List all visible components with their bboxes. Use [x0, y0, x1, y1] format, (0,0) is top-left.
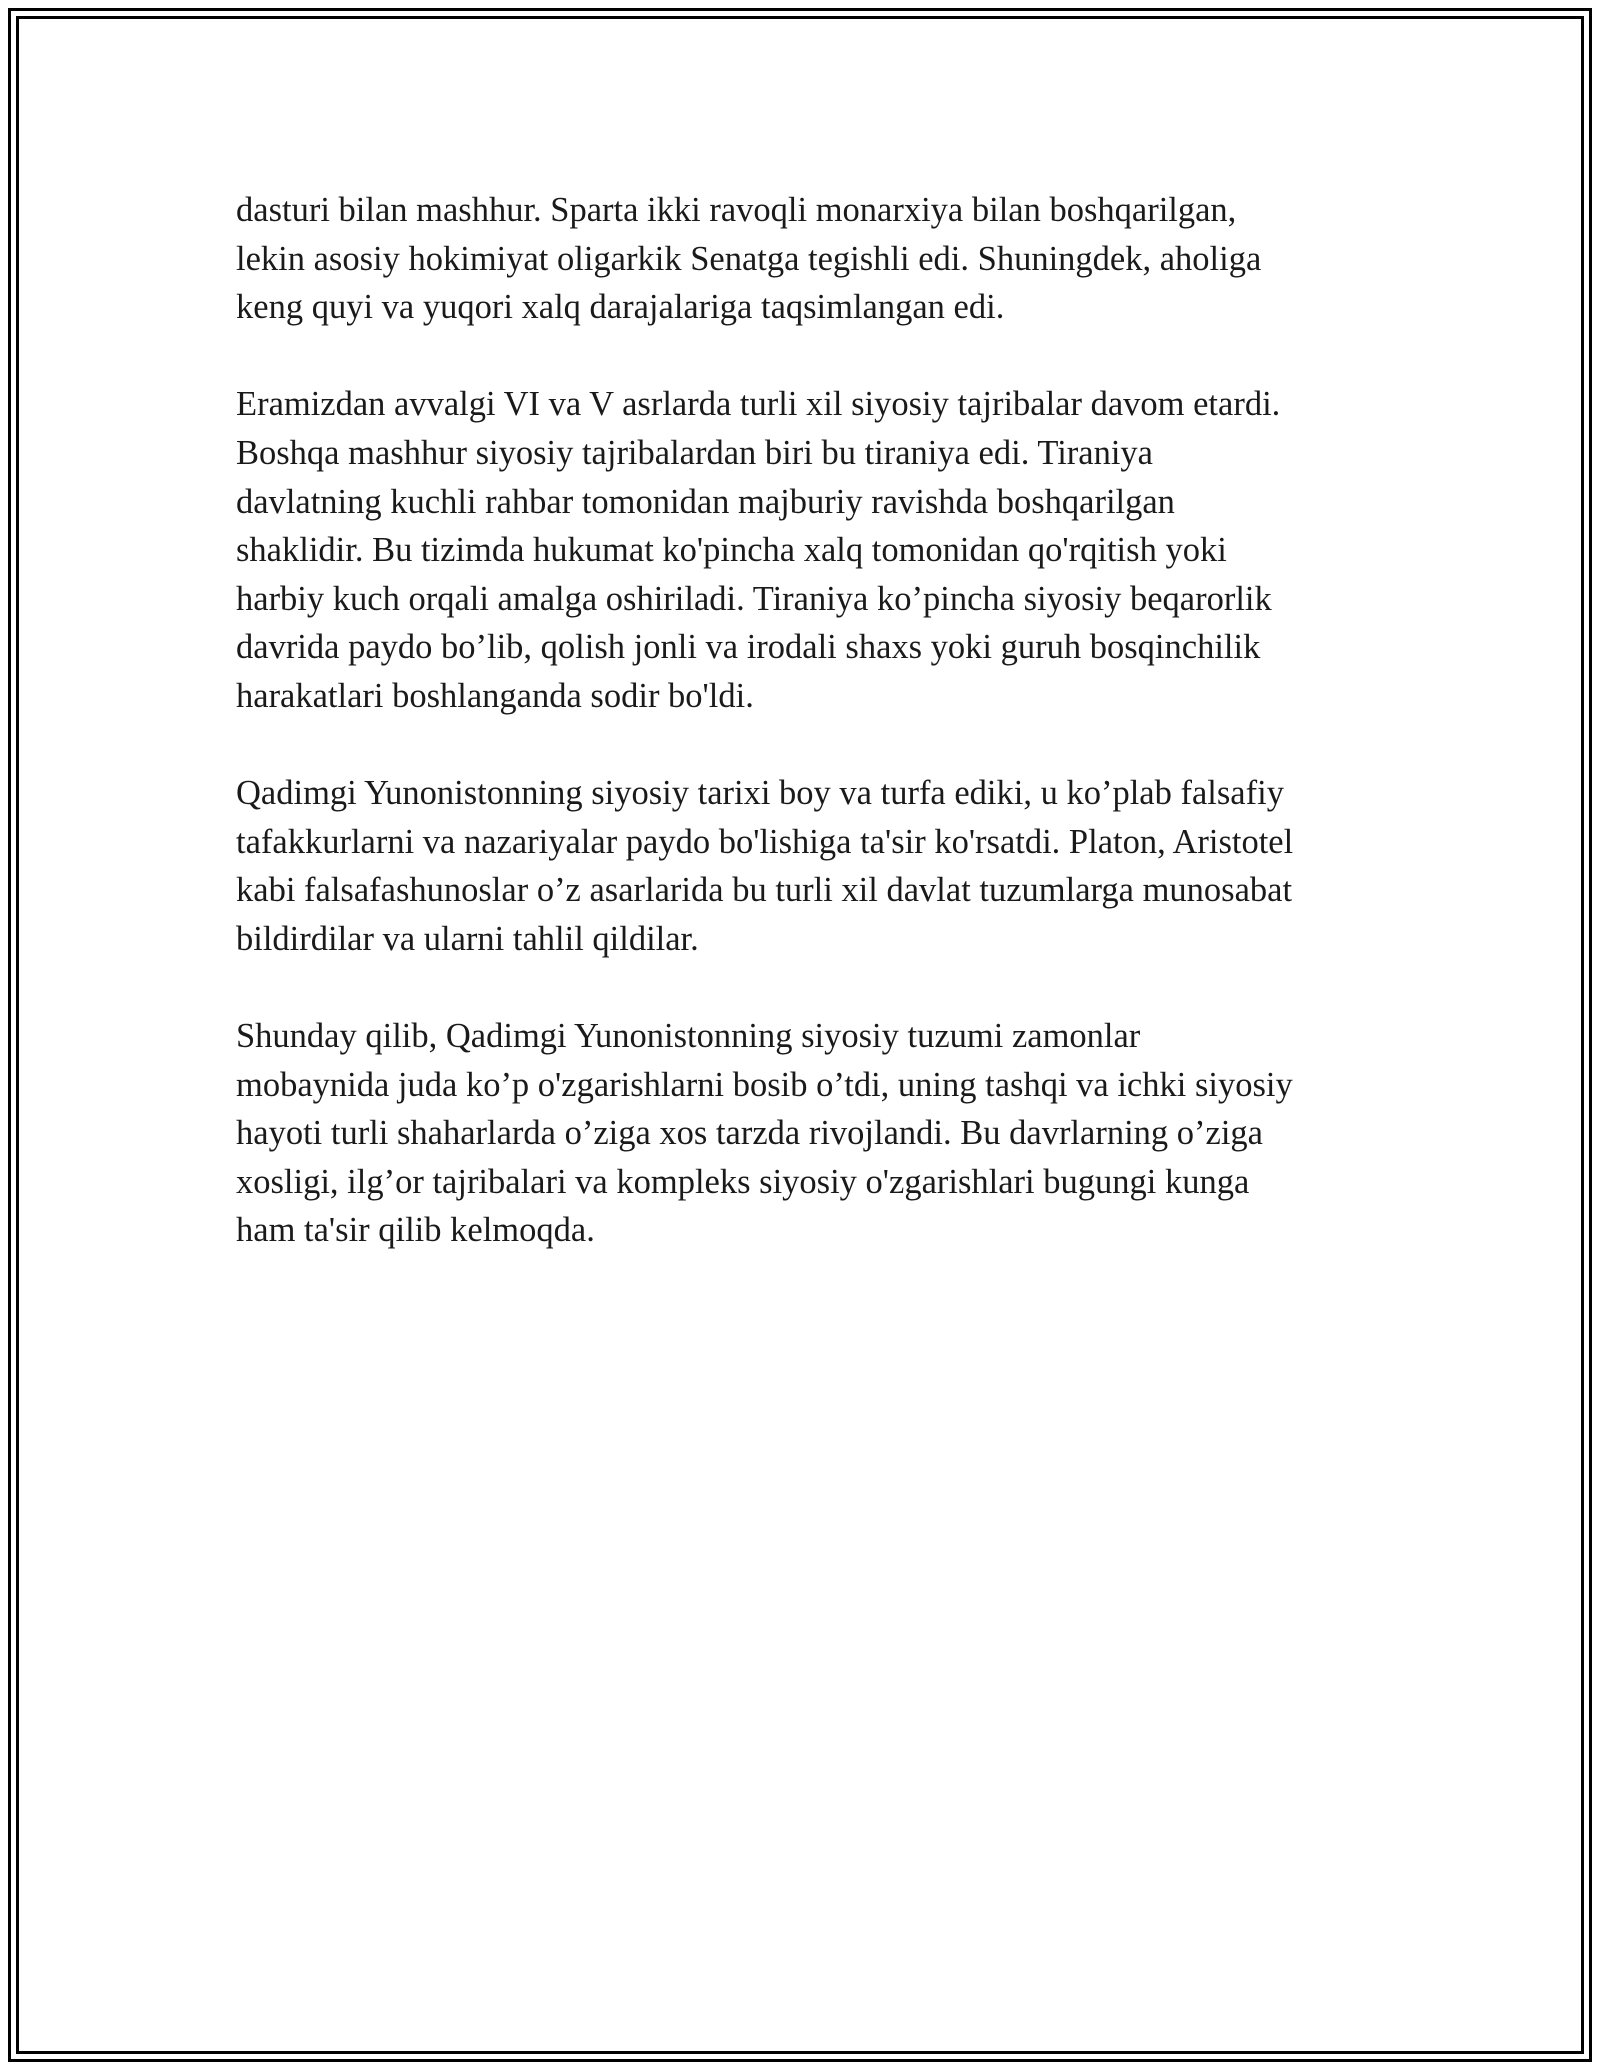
paragraph-2: Eramizdan avvalgi VI va V asrlarda turli xil siyosiy tajribalar davom etardi. Boshqa mashhur siyosiy tajribalardan biri bu tiraniya edi. Tiraniya davlatning kuchli rahbar tomonidan majburiy ravishda boshqarilgan shaklidir. Bu tizimda hukumat ko'pincha xalq tomonidan qo'rqitish yoki harbiy kuch orqali amalga oshiriladi. Tiraniya ko’pincha siyosiy beqarorlik davrida paydo bo’lib, qolish jonli va irodali shaxs yoki guruh bosqinchilik harakatlari boshlanganda sodir bo'ldi.: [236, 385, 1281, 715]
paragraph-1: dasturi bilan mashhur. Sparta ikki ravoqli monarxiya bilan boshqarilgan, lekin asosiy hokimiyat oligarkik Senatga tegishli edi. Shuningdek, aholiga keng quyi va yuqori xalq darajalariga taqsimlangan edi.: [236, 191, 1262, 327]
paragraph-3: Qadimgi Yunonistonning siyosiy tarixi boy va turfa ediki, u ko’plab falsafiy tafakkurlarni va nazariyalar paydo bo'lishiga ta'sir ko'rsatdi. Platon, Aristotel kabi falsafashunoslar o’z asarlarida bu turli xil davlat tuzumlarga munosabat bildirdilar va ularni tahlil qildilar.: [236, 774, 1294, 958]
paragraph-4: Shunday qilib, Qadimgi Yunonistonning siyosiy tuzumi zamonlar mobaynida juda ko’p o'zgarishlarni bosib o’tdi, uning tashqi va ichki siyosiy hayoti turli shaharlarda o’ziga xos tarzda rivojlandi. Bu davrlarning o’ziga xosligi, ilg’or tajribalari va kompleks siyosiy o'zgarishlari bugungi kunga ham ta'sir qilib kelmoqda.: [236, 1017, 1293, 1250]
document-body: [236, 186, 1376, 1304]
